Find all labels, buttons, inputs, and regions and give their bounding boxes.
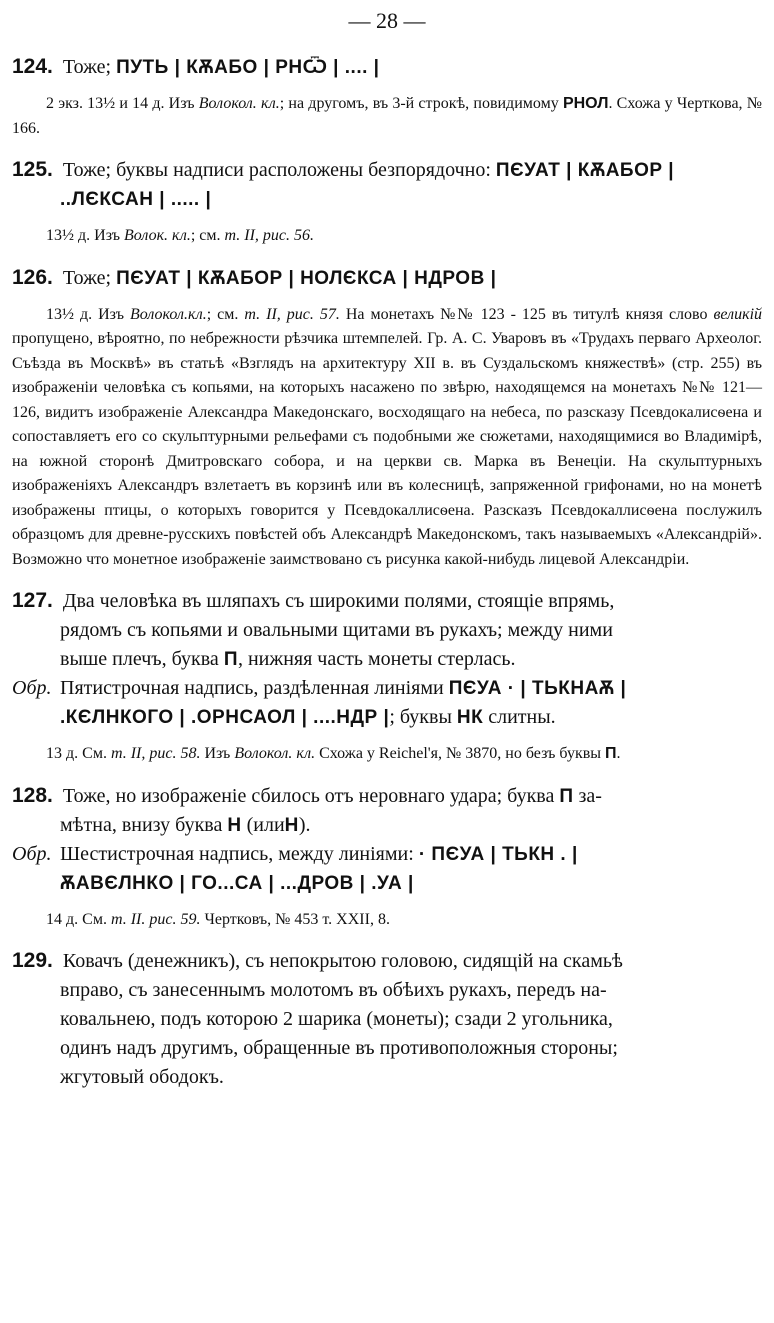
entry-text: ; буквы xyxy=(389,706,452,728)
entry-125-heading xyxy=(12,155,762,185)
inscription: ПУТЬ | КѪАБО | РНѾ | .... | xyxy=(116,57,380,78)
note-text: Изъ xyxy=(204,745,231,762)
inscription: ПЄУА · | ТЬКНАѪ | xyxy=(448,678,627,699)
entry-124-note xyxy=(12,92,762,141)
note-text: ; см. xyxy=(190,227,221,244)
entry-number: 129. xyxy=(12,949,53,972)
entry-text: Пятистрочная надпись, раздѣленная линіями xyxy=(60,677,444,699)
entry-126-heading xyxy=(12,263,762,293)
note-text: 13 д. См. xyxy=(46,745,107,762)
entry-text: за- xyxy=(578,784,602,807)
entry-number: 127. xyxy=(12,589,53,612)
entry-text: ). xyxy=(298,813,311,836)
note-text: ; см. xyxy=(206,305,239,323)
entry-128-line-2 xyxy=(12,811,762,840)
entry-129-line-5: жгутовый ободокъ. xyxy=(60,1066,224,1088)
entry-129 xyxy=(12,946,762,1092)
inscription-letter: П xyxy=(223,649,238,670)
entry-127-line-1 xyxy=(12,586,762,616)
note-text: 2 экз. 13½ и 14 д. Изъ xyxy=(46,95,195,112)
entry-129-line-2: вправо, съ занесеннымъ молотомъ въ обѣихъ рукахъ, передъ на- xyxy=(60,979,607,1001)
entry-text: выше плечъ, буква xyxy=(60,648,219,670)
entry-126 xyxy=(12,263,762,573)
note-inscription: РНОЛ xyxy=(562,95,609,112)
entry-text: Тоже; xyxy=(62,56,112,78)
note-text: На монетахъ №№ 123 - 125 въ титулѣ князя слово xyxy=(345,305,708,323)
entry-text: слитны. xyxy=(488,706,556,728)
note-text: Чертковъ, № 453 т. XXII, 8. xyxy=(204,910,390,928)
entry-text: (или xyxy=(246,813,285,836)
entry-124-heading xyxy=(12,52,762,82)
inscription-letters: НК xyxy=(456,707,484,728)
entry-128-obverse xyxy=(12,840,762,898)
note-italic: Волокол.кл. xyxy=(129,305,207,323)
entry-129-line-4: одинъ надъ другимъ, обращенные въ противоположныя стороны; xyxy=(60,1037,618,1059)
entry-number: 124. xyxy=(12,55,53,78)
note-italic: т. II, рис. 58. xyxy=(110,745,201,762)
note-text: Схожа у Reichel'я, № 3870, но безъ буквы xyxy=(319,745,602,762)
note-text: 13½ д. Изъ xyxy=(46,305,124,323)
inscription: ѪАВЄЛНКО | ГО...СА | ...ДРОВ | .УА | xyxy=(60,872,414,894)
obverse-label: Обр. xyxy=(12,677,52,699)
obverse-label: Обр. xyxy=(12,842,52,865)
entry-126-note xyxy=(12,303,762,573)
entry-text: мѣтна, внизу буква xyxy=(60,813,223,836)
entry-number: 125. xyxy=(12,158,53,181)
entry-128 xyxy=(12,781,762,933)
note-inscription: П xyxy=(605,745,617,762)
entry-125-note xyxy=(12,224,762,249)
inscription-letter: П xyxy=(559,785,574,807)
note-text: 13½ д. Изъ xyxy=(46,227,121,244)
note-italic: т. II, рис. 56. xyxy=(224,227,315,244)
entry-127 xyxy=(12,586,762,767)
entry-127-note xyxy=(12,742,762,767)
inscription: ПЄУАТ | КѪАБОР | xyxy=(495,160,675,181)
entry-number: 126. xyxy=(12,265,53,289)
note-italic: т. II. рис. 59. xyxy=(110,910,201,928)
note-text: пропущено, вѣроятно, по небрежности рѣзчика штемпелей. Гр. А. С. Уваровъ въ «Трудахъ перваго Археолог. Съѣзда въ Москвѣ» въ статьѣ «Взглядъ на архитектуру XII в. въ Суздальскомъ княжествѣ» (стр. 255) въ изображеніи человѣка съ копьями, на которыхъ насажено по звѣрю, находящемся на монетахъ №№ 121—126, видитъ изображеніе Александра Македонскаго, восходящаго на небеса, по разсказу Псевдокалисѳена и сопоставляетъ его со скульптурными рельефами съ подобными же сюжетами, находящимися во Владимірѣ, на южной сторонѣ Дмитровскаго собора, и на церкви св. Марка въ Венеціи. На скульптурныхъ изображеніяхъ Александръ взлетаетъ въ корзинѣ или въ колесницѣ, запряженной грифонами, но на монетѣ изображены птицы, о которыхъ говорится у Псевдокаллисѳена. Разсказъ Псевдокаллисѳена послужилъ образцомъ для древне-русскихъ повѣстей объ Александрѣ Македонскомъ, такъ называемыхъ «Александрій». Возможно что монетное изображеніе заимствовано съ рисунка какой-нибудь лицевой Александріи. xyxy=(12,330,762,568)
entry-text: Шестистрочная надпись, между линіями: xyxy=(60,842,414,865)
note-text: . Схожа у Черткова, № 166. xyxy=(12,95,763,137)
entry-124 xyxy=(12,52,762,141)
entry-text: Ковачъ (денежникъ), съ непокрытою головою, сидящій на скамьѣ xyxy=(62,950,623,972)
inscription-letter: Н xyxy=(284,814,299,836)
entry-number: 128. xyxy=(12,783,53,807)
entry-text: Тоже, но изображеніе сбилось отъ неровнаго удара; буква xyxy=(62,784,555,807)
note-italic: Волок. кл. xyxy=(124,227,191,244)
note-text: 14 д. См. xyxy=(46,910,107,928)
entry-128-note xyxy=(12,908,762,933)
entry-129-line-1 xyxy=(12,946,762,976)
note-text: . xyxy=(616,745,621,762)
note-italic: т. II, рис. 57. xyxy=(244,305,340,323)
note-italic: Волокол. кл. xyxy=(198,95,280,112)
entry-text: Тоже; буквы надписи расположены безпорядочно: xyxy=(62,159,491,181)
note-italic: Волокол. кл. xyxy=(234,745,316,762)
inscription: ПЄУАТ | КѪАБОР | НОЛЄКСА | НДРОВ | xyxy=(116,267,497,289)
note-text: ; на другомъ, въ 3-й строкѣ, повидимому xyxy=(279,95,559,112)
inscription: ..ЛЄКСАН | ..... | xyxy=(60,189,212,210)
entry-text: Два человѣка въ шляпахъ съ широкими полями, стоящіе впрямь, xyxy=(62,590,615,612)
inscription: · ПЄУА | ТЬКН . | xyxy=(418,843,578,865)
entry-127-line-3 xyxy=(12,645,762,674)
entry-127-line-2: рядомъ съ копьями и овальными щитами въ рукахъ; между ними xyxy=(60,619,613,641)
entry-125-continuation xyxy=(12,185,762,214)
inscription-letter: Н xyxy=(227,814,242,836)
entry-129-line-3: ковальнею, подъ которою 2 шарика (монеты); сзади 2 угольника, xyxy=(60,1008,613,1030)
entry-127-obverse xyxy=(12,674,762,732)
entry-128-line-1 xyxy=(12,781,762,811)
entry-text: Тоже; xyxy=(62,266,112,289)
entry-125 xyxy=(12,155,762,249)
page-number: — 28 — xyxy=(348,8,426,33)
note-italic: великій xyxy=(713,305,763,323)
entry-text: , нижняя часть монеты стерлась. xyxy=(237,648,516,670)
inscription: .КЄЛНКОГО | .ОРНСАОЛ | ....НДР | xyxy=(60,707,390,728)
